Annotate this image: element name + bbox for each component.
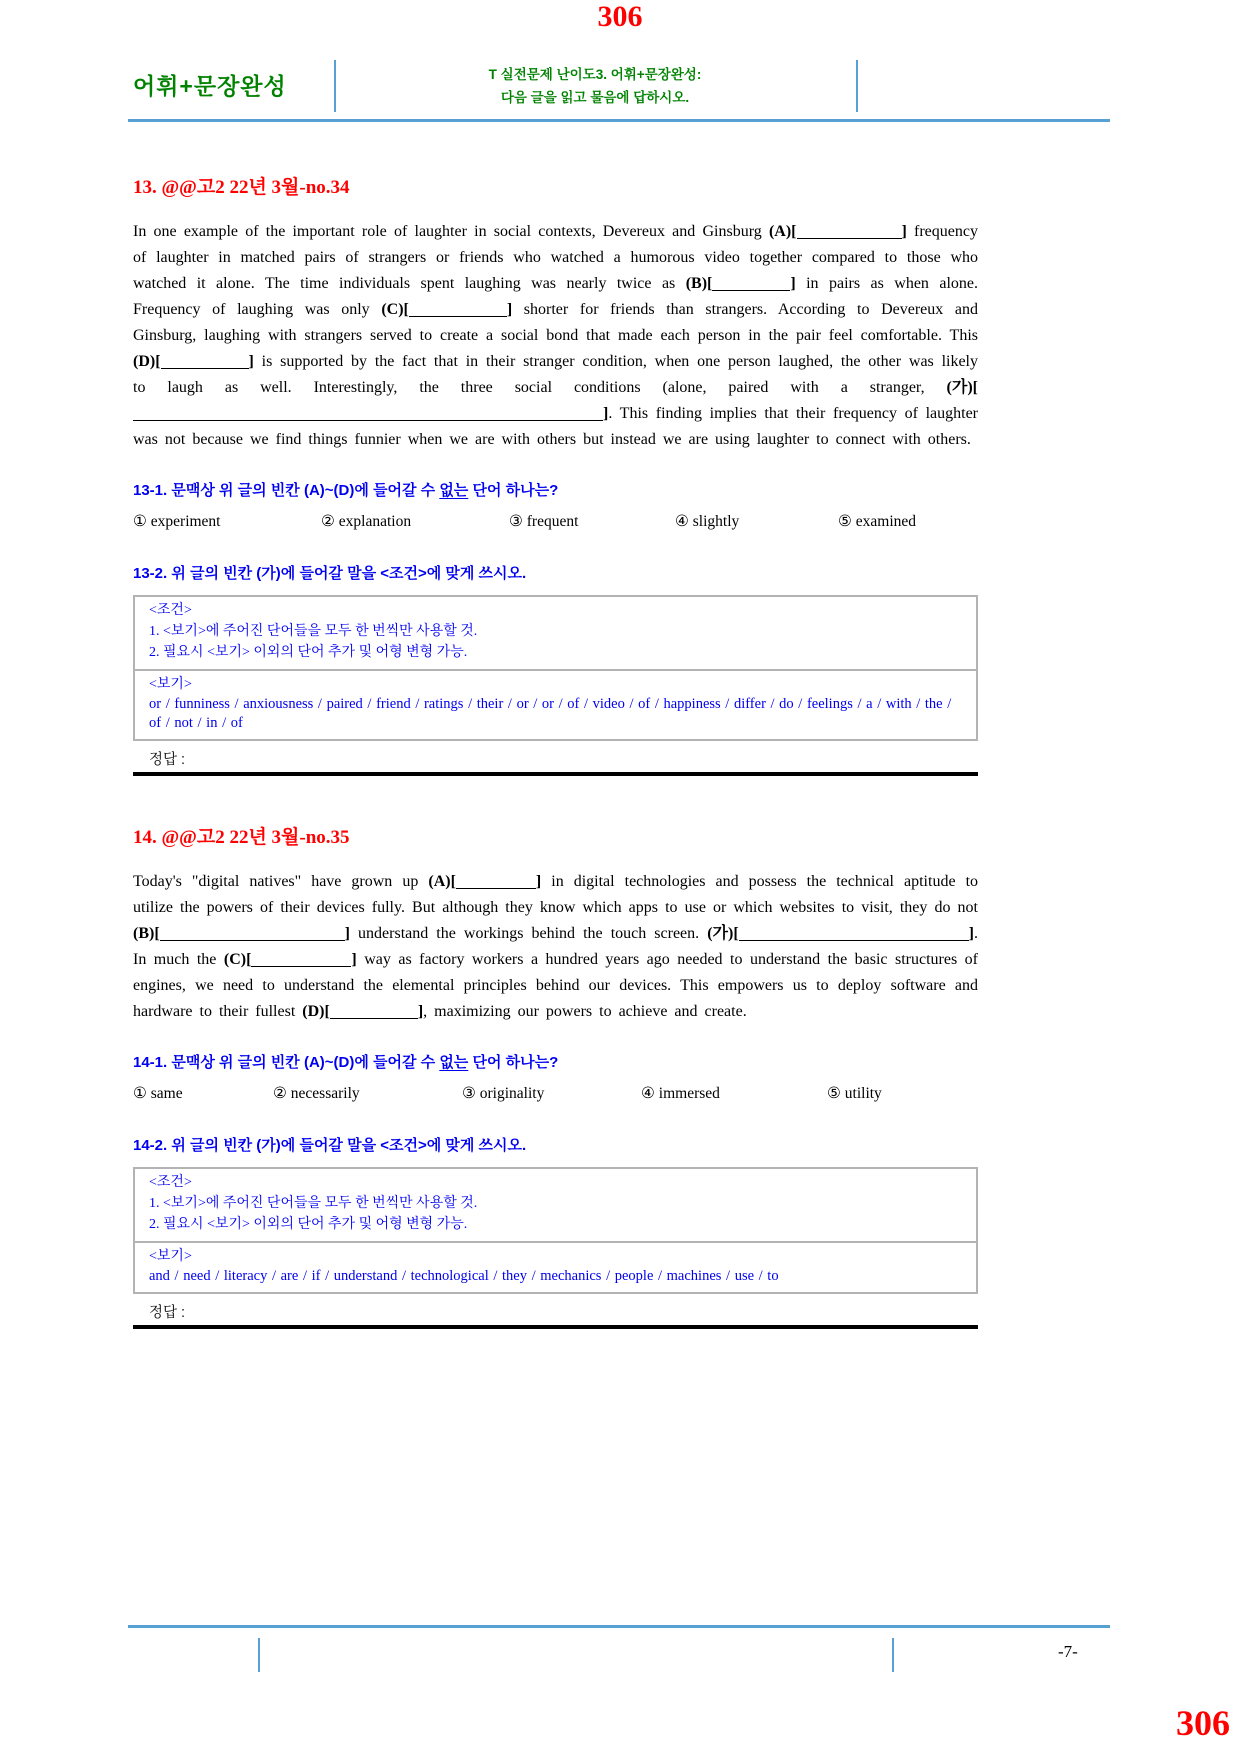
option-5: ⑤ examined [838, 513, 917, 530]
blank-label: (D)[ [302, 1003, 330, 1020]
answer-label: 정답 : [149, 1305, 186, 1321]
underlined-word: 없는 [439, 482, 469, 499]
option-3: ③ frequent [509, 513, 579, 530]
underlined-word: 없는 [439, 1054, 469, 1071]
question-14-2-heading: 14-2. 위 글의 빈칸 (가)에 들어갈 말을 <조건>에 맞게 쓰시오. [133, 1137, 527, 1154]
question-13-2-heading: 13-2. 위 글의 빈칸 (가)에 들어갈 말을 <조건>에 맞게 쓰시오. [133, 565, 527, 582]
fill-blank [161, 355, 249, 369]
condition-box [133, 595, 978, 741]
page-number-top: 306 [597, 0, 643, 33]
word-bank-title: <보기> [149, 677, 192, 692]
blank-label: (가)[ [707, 925, 739, 942]
fill-blank [739, 927, 969, 941]
question-14 [133, 822, 978, 1329]
question-13-1-heading: 13-1. 문맥상 위 글의 빈칸 (A)~(D)에 들어갈 수 없는 단어 하나는? [133, 482, 559, 499]
word-bank-section [135, 669, 976, 739]
question-14-title: 14. @@고2 22년 3월-no.35 [133, 827, 350, 848]
blank-label: (D)[ [133, 353, 161, 370]
header-instruction-line2: 다음 글을 읽고 물음에 답하시오. [500, 90, 690, 105]
header-rule [128, 119, 1110, 122]
fill-blank [712, 277, 790, 291]
question-13-1-options [133, 512, 978, 536]
fill-blank [133, 407, 603, 421]
blank-label: (C)[ [223, 951, 252, 968]
answer-rule [133, 1325, 978, 1329]
option-2: ② explanation [321, 513, 412, 530]
option-1: ① same [133, 1085, 183, 1102]
answer-rule [133, 772, 978, 776]
fill-blank [409, 303, 507, 317]
condition-section [135, 597, 976, 669]
option-3: ③ originality [462, 1085, 545, 1102]
blank-label: ] [603, 405, 609, 422]
blank-label: (B)[ [133, 925, 160, 942]
word-bank-words: or / funniness / anxiousness / paired / friend / ratings / their / or / or / of / video / of / happiness / differ / do / feelings / a / with / the / of / not / in / of [149, 696, 952, 731]
blank-label: (C)[ [381, 301, 409, 318]
question-13 [133, 172, 978, 776]
question-14-1-heading: 14-1. 문맥상 위 글의 빈칸 (A)~(D)에 들어갈 수 없는 단어 하나는? [133, 1054, 559, 1071]
header-divider-bar [334, 60, 336, 112]
fill-blank [797, 225, 902, 239]
blank-label: ] [535, 873, 542, 890]
blank-label: (A)[ [428, 873, 456, 890]
fill-blank [251, 953, 351, 967]
header-instruction [344, 63, 846, 109]
word-bank-words: and / need / literacy / are / if / understand / technological / they / mechanics / people / machines / use / to [149, 1268, 779, 1284]
condition-title: <조건> [149, 1175, 192, 1190]
condition-title: <조건> [149, 603, 192, 618]
blank-label: ] [248, 353, 254, 370]
blank-label: ] [344, 925, 350, 942]
question-14-passage: Today's "digital natives" have grown up (A)[ ] in digital technologies and possess the technical aptitude to utilize the powers of their devices fully. But although they know which apps to use or which websites to visit, they do not (B)[ ] understand the workings behind the touch screen. (가)[ ]. In much the (C)[ ] way as factory workers a hundred years ago needed to understand the basic structures of engines, we need to understand the elemental principles behind our devices. This empowers us to deploy software and hardware to their fullest (D)[ ], maximizing our powers to achieve and create. [133, 873, 979, 1020]
page-number-bottom: 306 [1176, 1703, 1230, 1743]
footer-rule [128, 1625, 1110, 1628]
blank-label: ] [968, 925, 974, 942]
fill-blank [330, 1005, 418, 1019]
option-4: ④ slightly [675, 513, 740, 530]
question-14-1-options [133, 1084, 978, 1108]
header-divider-bar [856, 60, 858, 112]
word-bank-section [135, 1241, 976, 1292]
fill-blank [160, 927, 345, 941]
word-bank-title: <보기> [149, 1249, 192, 1264]
blank-label: ] [506, 301, 513, 318]
option-4: ④ immersed [641, 1085, 720, 1102]
blank-label: ] [351, 951, 357, 968]
option-1: ① experiment [133, 513, 221, 530]
blank-label: (가)[ [946, 379, 978, 396]
condition-line: 2. 필요시 <보기> 이외의 단어 추가 및 어형 변형 가능. [149, 1217, 468, 1232]
option-5: ⑤ utility [827, 1085, 882, 1102]
footer-divider-bar [258, 1638, 260, 1672]
condition-section [135, 1169, 976, 1241]
blank-label: ] [790, 275, 796, 292]
condition-box [133, 1167, 978, 1294]
condition-line: 1. <보기>에 주어진 단어들을 모두 한 번씩만 사용할 것. [149, 624, 478, 639]
footer-page-number: -7- [1058, 1642, 1078, 1661]
condition-line: 1. <보기>에 주어진 단어들을 모두 한 번씩만 사용할 것. [149, 1196, 478, 1211]
fill-blank [456, 875, 536, 889]
blank-label: ] [417, 1003, 424, 1020]
question-13-title: 13. @@고2 22년 3월-no.34 [133, 177, 350, 198]
footer-divider-bar [892, 1638, 894, 1672]
blank-label: (B)[ [685, 275, 713, 292]
blank-label: (A)[ [768, 223, 797, 240]
option-2: ② necessarily [273, 1085, 360, 1102]
header-section-title: 어휘+문장완성 [133, 73, 287, 99]
blank-label: ] [901, 223, 907, 240]
question-13-passage: In one example of the important role of laughter in social contexts, Devereux and Ginsburg (A)[ ] frequency of laughter in matched pairs of strangers or friends who watched a humorous video together compared to those who watched it alone. The time individuals spent laughing was nearly twice as (B)[ ] in pairs as when alone. Frequency of laughing was only (C)[ ] shorter for friends than strangers. According to Devereux and Ginsburg, laughing with strangers served to create a social bond that made each person in the pair feel comfortable. This (D)[ ] is supported by the fact that in their stranger condition, when one person laughed, the other was likely to laugh as well. Interestingly, the three social conditions (alone, paired with a stranger, (가)[]. This finding implies that their frequency of laughter was not because we find things funnier when we are with others but instead we are using laughter to connect with others. [133, 223, 979, 448]
header-instruction-line1: T 실전문제 난이도3. 어휘+문장완성: [488, 67, 702, 82]
condition-line: 2. 필요시 <보기> 이외의 단어 추가 및 어형 변형 가능. [149, 645, 468, 660]
answer-label: 정답 : [149, 752, 186, 768]
